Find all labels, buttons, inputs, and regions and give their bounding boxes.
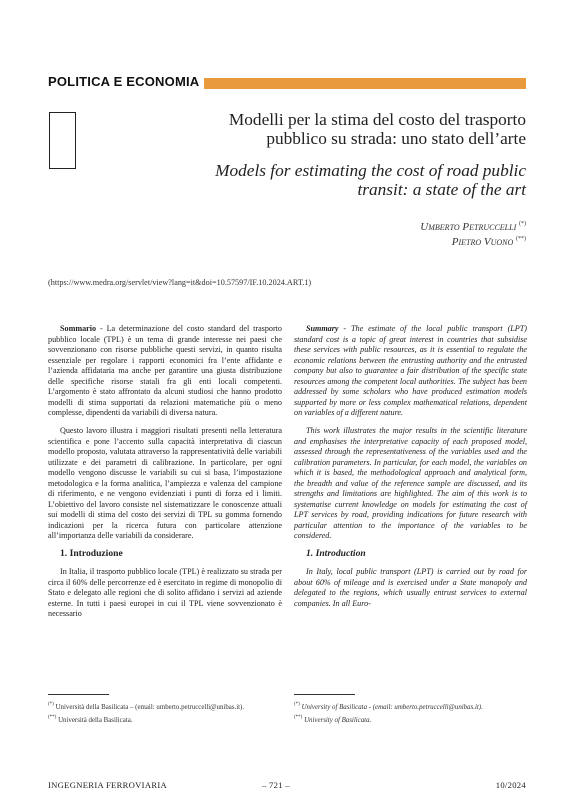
abstract-label: Summary [306,324,339,333]
footnote-mark: (**) [294,714,303,720]
author-name: Umberto Petruccelli [420,221,517,233]
abstract-paragraph-2: This work illustrates the major results in the scientific literature and emphasises the interpretative capacity of each proposed model, assessed through the representativeness of the variables used and the calibration parameters. In particular, for each model, the variables on which it is based, the methodological approach and analytical form, the breadth and value of the reference sample are discussed, and its strengths and limitations are highlighted. The aim of this work is to systematise current knowledge on models for estimating the cost of LPT services by road, providing indications for future research with particular attention to the importance of the variables to be considered. [294,426,527,540]
intro-paragraph: In Italy, local public transport (LPT) is carried out by road for about 60% of mileage and is exercised under a State monopoly and delegated to the regions, which usually entrust services to external companies. In all Euro- [294,567,527,608]
footnote-text: University of Basilicata - (email: umberto.petruccelli@unibas.it). [299,704,483,711]
section-title: 1. Introduction [306,548,366,559]
abstract-paragraph [294,324,527,419]
issue-number: 10/2024 [495,780,526,790]
abstract-label: Sommario [60,324,97,333]
footnote-text: University of Basilicata. [302,716,372,724]
footnote-rule [294,694,355,695]
footnote-text: Università della Basilicata. [56,716,133,724]
footnote [294,713,526,726]
abstract-paragraph [48,324,282,419]
section-color-bar [204,78,526,89]
section-title: 1. Introduzione [60,548,123,559]
footnote-text: Università della Basilicata – (email: umberto.petruccelli@unibas.it). [53,704,245,711]
author-name: Pietro Vuono [451,236,514,248]
abstract-text: - La determinazione del costo standard del trasporto pubblico locale (TPL) è un tema di grande interesse nei paesi che sovvenzionano con risorse pubbliche questi servizi, in quanto risulta essenziale per regolare i rapporti economici fra l’ente affidante e l’azienda affidataria ma anche per garantire una giusta distribuzione delle specifiche risorse statali fra gli enti locali competenti. L’argomento è stato affrontato da alcuni studiosi che hanno prodotto modelli di stima supportati da relazioni matematiche più o meno complesse, dipendenti da variabili di diversa natura. [48,324,282,417]
footnote [48,700,280,713]
footnote-mark: (*) [48,702,54,707]
doi-link[interactable]: (https://www.medra.org/servlet/view?lang=it&doi=10.57597/IF.10.2024.ART.1) [48,278,312,287]
footnote [294,700,526,713]
footnote [48,713,280,726]
author-mark: (*) [519,221,526,227]
page-number: – 721 – [262,780,290,790]
abstract-text: - The estimate of the local public transport (LPT) standard cost is a topic of great interest in countries that subsidise these services with public resources, as it is essential to regulate the economic relations between the entrusting authority and the entrusted company but also to guarantee a fair distribution of the specific state resources among the competent local authorities. The subject has been addressed by some scholars who have produced estimation models supported by more or less complex mathematical relations, dependent on variables of a different nature. [294,324,527,417]
section-heading: POLITICA E ECONOMIA [48,74,200,89]
title-italian: Modelli per la stima del costo del trasporto pubblico su strada: uno stato dell’arte [228,110,526,148]
column-italian [48,324,282,627]
title-english: Models for estimating the cost of road public transit: a state of the art [215,161,526,199]
abstract-paragraph-2: Questo lavoro illustra i maggiori risultati presenti nella letteratura scientifica e pone l’accento sulla capacità interpretativa di ciascun modello proposto, valutata attraverso la rappresentatività delle variabili utilizzate e dei parametri di calibrazione. In particolare, per ogni modello vengono discusse le variabili su cui si basa, l’impostazione metodologica e la forma analitica, l’ampiezza e valenza del campione di riferimento, e ne vengono evidenziati i punti di forza ed i limiti. L’obiettivo del lavoro consiste nel sistematizzare le conoscenze attuali sui modelli di stima del costo dei servizi di TPL su gomma fornendo indicazioni per la ricerca futura con particolare attenzione all’importanza delle variabili da considerare. [48,426,282,540]
column-english [294,324,527,617]
footnote-rule [48,694,109,695]
intro-paragraph: In Italia, il trasporto pubblico locale (TPL) è realizzato su strada per circa il 60% delle percorrenze ed è esercitato in regime di monopolio di Stato e delegato alle regioni che di solito affidano i servizi ad aziende esterne. In tutti i paesi europei in cui il TPL viene sovvenzionato è necessario [48,567,282,618]
author-mark: (**) [516,236,526,242]
footnotes-english [294,700,526,725]
footnotes-italian [48,700,280,725]
decorative-frame [49,112,76,169]
footnote-mark: (**) [48,714,57,720]
journal-name: INGEGNERIA FERROVIARIA [48,780,168,790]
author-1 [420,221,526,233]
footnote-mark: (*) [294,702,300,707]
author-2 [452,236,526,248]
